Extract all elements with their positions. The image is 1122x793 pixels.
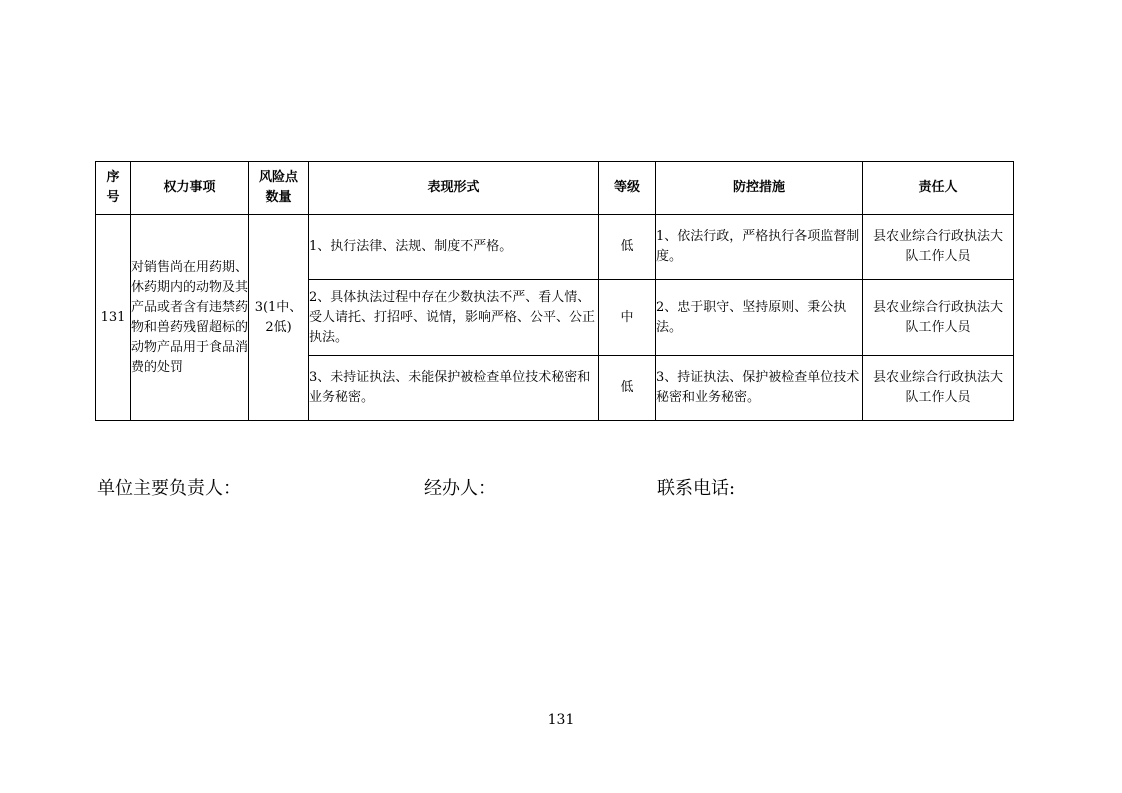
risk-measure-2: 2、忠于职守、坚持原则、秉公执法。 — [656, 280, 863, 356]
risk-form-1: 1、执行法律、法规、制度不严格。 — [309, 215, 599, 280]
risk-responsible-2: 县农业综合行政执法大队工作人员 — [863, 280, 1014, 356]
risk-form-3: 3、未持证执法、未能保护被检查单位技术秘密和业务秘密。 — [309, 356, 599, 421]
table-row — [96, 215, 1014, 280]
handler-label: 经办人： — [424, 478, 496, 499]
phone-label: 联系电话: — [657, 478, 736, 499]
risk-table — [95, 161, 1014, 421]
risk-level-1: 低 — [599, 215, 656, 280]
risk-responsible-1: 县农业综合行政执法大队工作人员 — [863, 215, 1014, 280]
header-level: 等级 — [599, 162, 656, 215]
header-power-item: 权力事项 — [131, 162, 249, 215]
header-form: 表现形式 — [309, 162, 599, 215]
risk-level-2: 中 — [599, 280, 656, 356]
page-number: 131 — [547, 712, 575, 728]
risk-form-2: 2、具体执法过程中存在少数执法不严、看人情、受人请托、打招呼、说情，影响严格、公平、公正执法。 — [309, 280, 599, 356]
row-risk-count: 3(1中、2低) — [249, 215, 309, 421]
row-seq: 131 — [96, 215, 131, 421]
risk-measure-3: 3、持证执法、保护被检查单位技术秘密和业务秘密。 — [656, 356, 863, 421]
risk-measure-1: 1、依法行政，严格执行各项监督制度。 — [656, 215, 863, 280]
header-seq: 序 号 — [96, 162, 131, 215]
header-responsible: 责任人 — [863, 162, 1014, 215]
header-risk-count: 风险点 数量 — [249, 162, 309, 215]
header-measure: 防控措施 — [656, 162, 863, 215]
unit-head-label: 单位主要负责人： — [97, 478, 241, 499]
row-power-item: 对销售尚在用药期、休药期内的动物及其产品或者含有违禁药物和兽药残留超标的动物产品用于食品消费的处罚 — [131, 215, 249, 421]
table-header-row — [96, 162, 1014, 215]
risk-responsible-3: 县农业综合行政执法大队工作人员 — [863, 356, 1014, 421]
risk-level-3: 低 — [599, 356, 656, 421]
